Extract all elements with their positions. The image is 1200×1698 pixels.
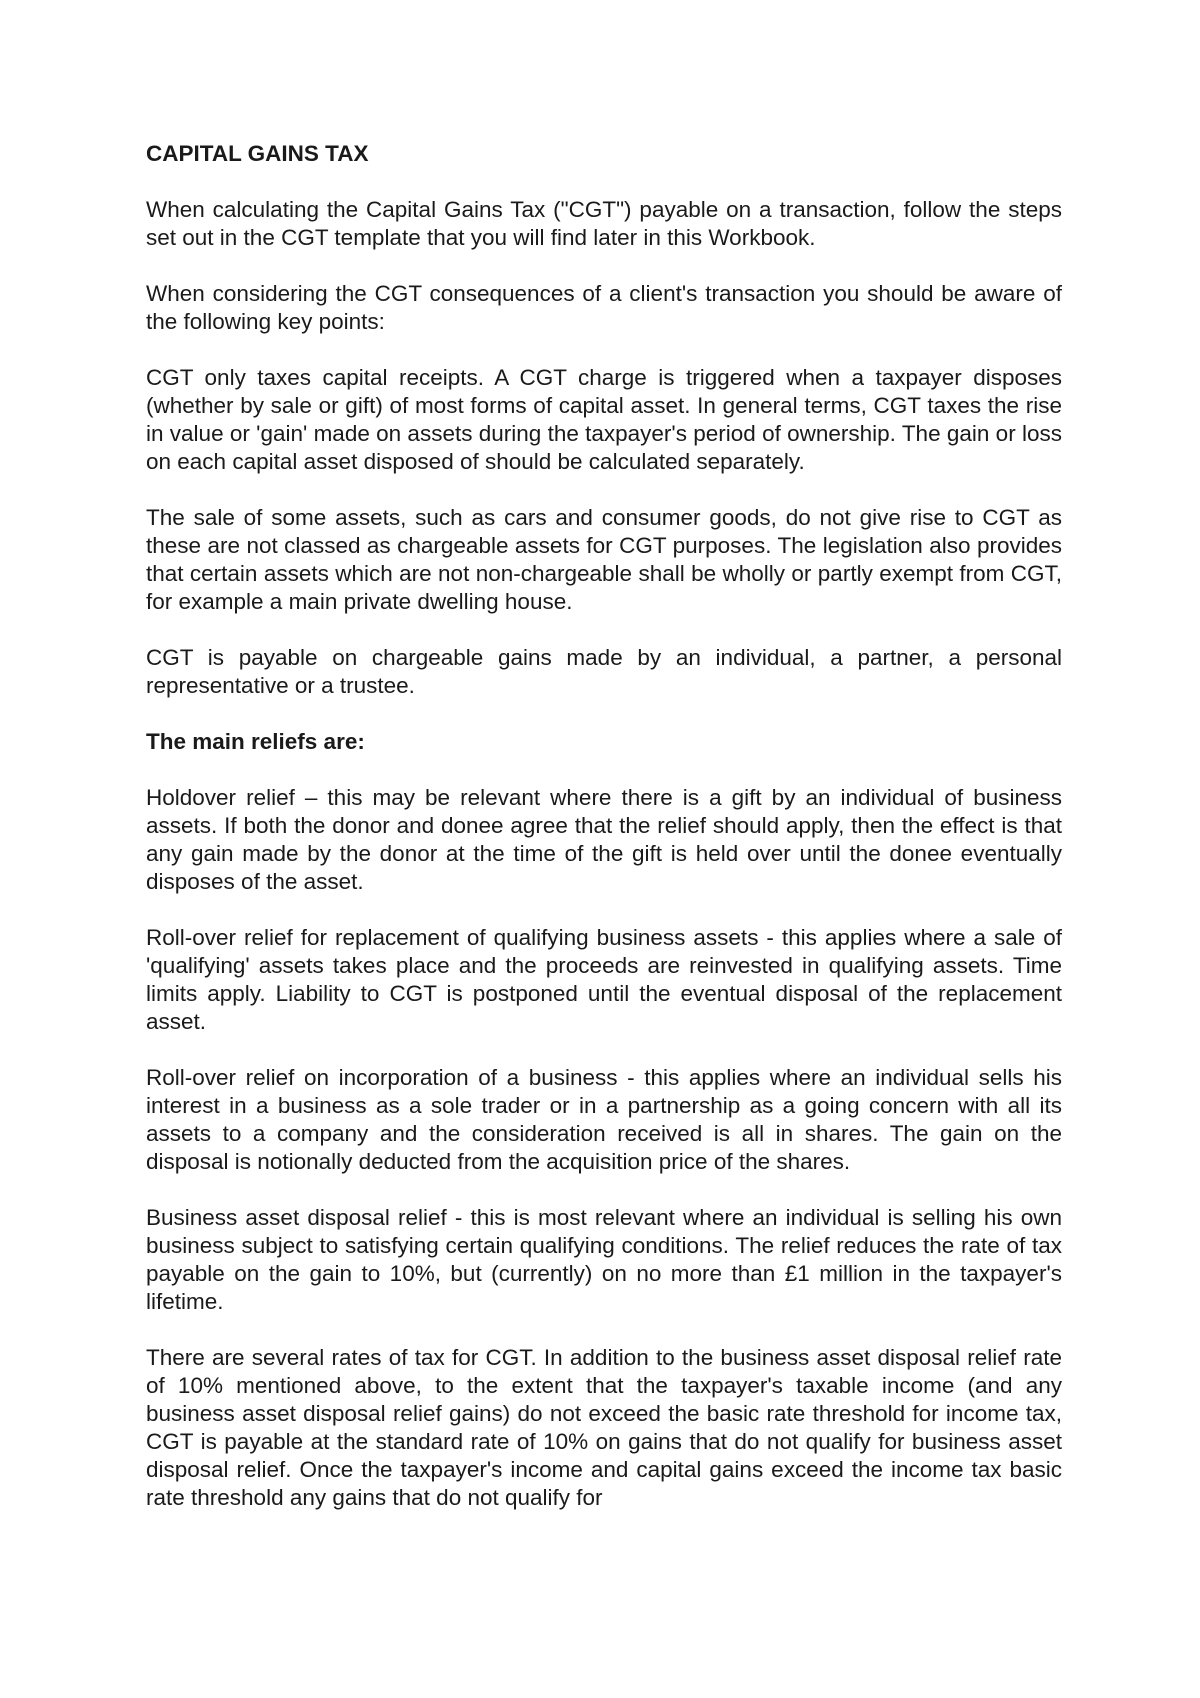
relief-paragraph: Business asset disposal relief - this is most relevant where an individual is selling his own business subject to satisfying certain qualifying conditions. The relief reduces the rate of tax payable on the gain to 10%, but (currently) on no more than £1 million in the taxpayer's lifetime. bbox=[146, 1205, 1062, 1314]
relief-paragraph: Roll-over relief on incorporation of a business - this applies where an individual sells his interest in a business as a sole trader or in a partnership as a going concern with all its assets to a company and the consideration received is all in shares. The gain on the disposal is notionally deducted from the acquisition price of the shares. bbox=[146, 1065, 1062, 1174]
relief-paragraph: Roll-over relief for replacement of qualifying business assets - this applies where a sale of 'qualifying' assets takes place and the proceeds are reinvested in qualifying assets. Time limits apply. Liability to CGT is postponed until the eventual disposal of the replacement asset. bbox=[146, 925, 1062, 1034]
document-title: CAPITAL GAINS TAX bbox=[146, 141, 369, 166]
relief-paragraph: There are several rates of tax for CGT. In addition to the business asset disposal relief rate of 10% mentioned above, to the extent that the taxpayer's taxable income (and any business asset disposal relief gains) do not exceed the basic rate threshold for income tax, CGT is payable at the standard rate of 10% on gains that do not qualify for business asset disposal relief. Once the taxpayer's income and capital gains exceed the income tax basic rate threshold any gains that do not qualify for bbox=[146, 1345, 1062, 1510]
intro-paragraph: When considering the CGT consequences of a client's transaction you should be aware of the following key points: bbox=[146, 281, 1062, 334]
document-page bbox=[146, 140, 1062, 1512]
intro-paragraph: CGT only taxes capital receipts. A CGT charge is triggered when a taxpayer disposes (whether by sale or gift) of most forms of capital asset. In general terms, CGT taxes the rise in value or 'gain' made on assets during the taxpayer's period of ownership. The gain or loss on each capital asset disposed of should be calculated separately. bbox=[146, 365, 1062, 474]
intro-paragraph: CGT is payable on chargeable gains made by an individual, a partner, a personal representative or a trustee. bbox=[146, 645, 1062, 698]
intro-paragraph: The sale of some assets, such as cars and consumer goods, do not give rise to CGT as these are not classed as chargeable assets for CGT purposes. The legislation also provides that certain assets which are not non-chargeable shall be wholly or partly exempt from CGT, for example a main private dwelling house. bbox=[146, 505, 1062, 614]
intro-paragraph: When calculating the Capital Gains Tax ("CGT") payable on a transaction, follow the steps set out in the CGT template that you will find later in this Workbook. bbox=[146, 197, 1062, 250]
reliefs-heading: The main reliefs are: bbox=[146, 729, 365, 754]
relief-paragraph: Holdover relief – this may be relevant where there is a gift by an individual of business assets. If both the donor and donee agree that the relief should apply, then the effect is that any gain made by the donor at the time of the gift is held over until the donee eventually disposes of the asset. bbox=[146, 785, 1062, 894]
